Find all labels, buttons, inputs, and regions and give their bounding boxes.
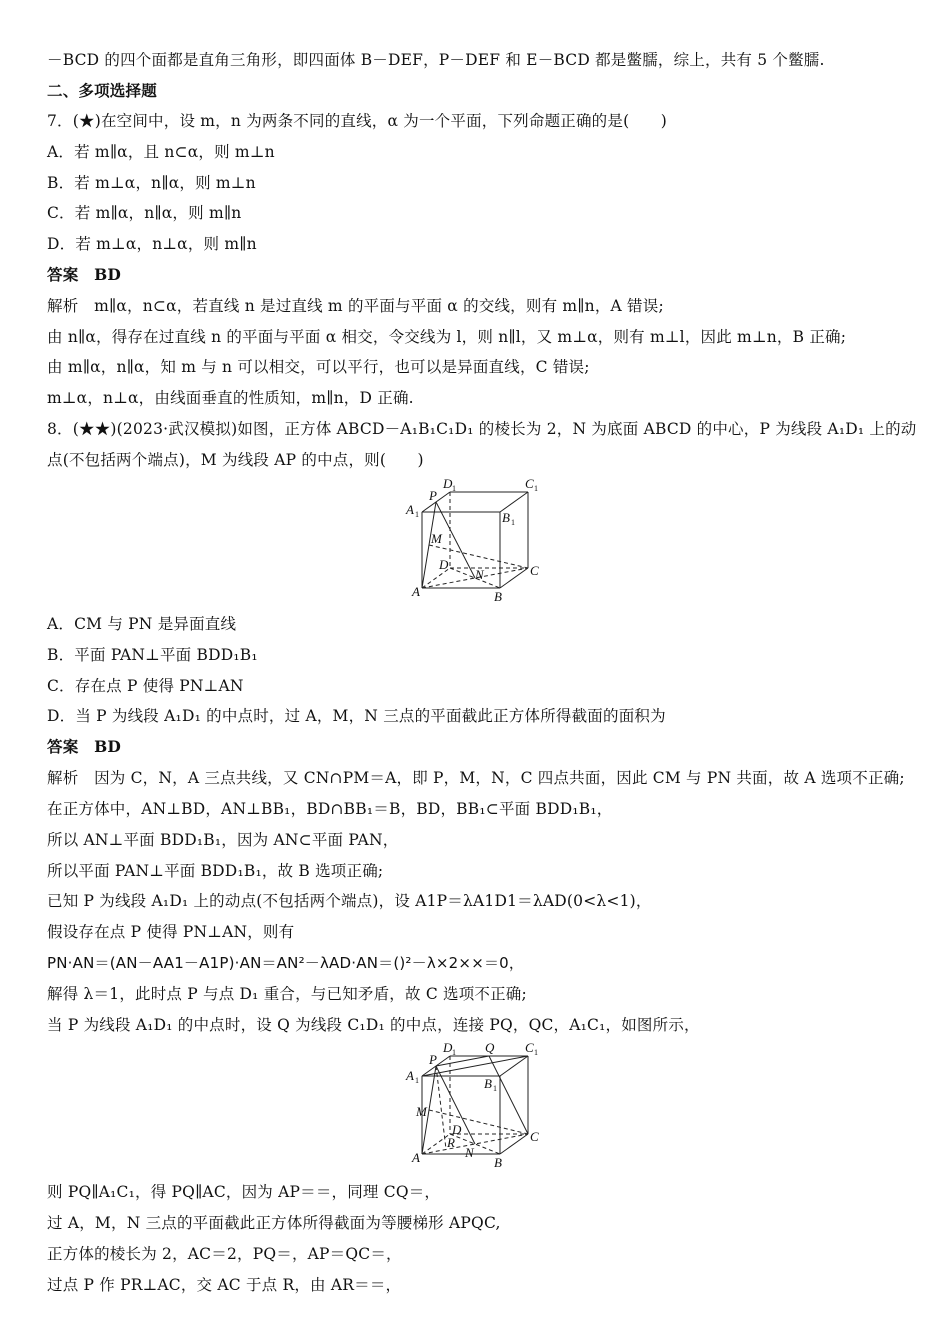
q8-option-a: A．CM 与 PN 是异面直线 [47, 615, 237, 633]
svg-text:1: 1 [493, 1084, 497, 1093]
q7-answer: 答案 BD [47, 265, 122, 284]
label-a: A [412, 584, 420, 599]
q7-analysis-3: 由 m∥α，n∥α，知 m 与 n 可以相交，可以平行，也可以是异面直线，C 错误; [47, 358, 590, 376]
label-a: A [412, 1150, 420, 1165]
svg-text:1: 1 [534, 484, 538, 493]
svg-text:1: 1 [534, 1048, 538, 1057]
label-d1: D [443, 476, 453, 491]
label-c: C [530, 563, 539, 578]
label-n: N [465, 1145, 474, 1160]
label-d: D [439, 557, 449, 572]
q8-analysis-9: 则 PQ∥A₁C₁，得 PQ∥AC，因为 AP＝＝，同理 CQ＝， [47, 1183, 441, 1201]
label-m: M [431, 531, 442, 546]
q8-answer: 答案 BD [47, 737, 122, 756]
section-heading: 二、多项选择题 [47, 81, 157, 100]
q8-analysis-10: 过 A，M，N 三点的平面截此正方体所得截面为等腰梯形 APQC, [47, 1214, 501, 1232]
q8-analysis-vector-eq: PN·AN＝(AN－AA1－A1P)·AN＝AN²－λAD·AN＝()²－λ×2××＝0， [47, 954, 525, 972]
label-b: B [494, 589, 502, 604]
label-b1: B [484, 1076, 492, 1091]
label-p: P [429, 1052, 437, 1067]
label-c1: C [525, 1040, 534, 1055]
label-n: N [475, 567, 484, 582]
q8-analysis-6: 假设存在点 P 使得 PN⊥AN，则有 [47, 923, 295, 941]
label-q: Q [485, 1040, 495, 1055]
label-c: C [530, 1129, 539, 1144]
label-p: P [429, 488, 437, 503]
text-line-1: －BCD 的四个面都是直角三角形，即四面体 B－DEF，P－DEF 和 E－BCD 都是鳖臑，综上，共有 5 个鳖臑. [47, 51, 825, 69]
question-7: 7．(★)在空间中，设 m，n 为两条不同的直线，α 为一个平面，下列命题正确的是( ) [47, 112, 667, 130]
q8-analysis-7: 解得 λ＝1，此时点 P 与点 D₁ 重合，与已知矛盾，故 C 选项不正确; [47, 985, 527, 1003]
question-8-line-2: 点(不包括两个端点)，M 为线段 AP 的中点，则( ) [47, 451, 424, 469]
label-d1: D [443, 1040, 453, 1055]
q7-option-b: B．若 m⊥α，n∥α，则 m⊥n [47, 174, 256, 192]
cube-figure-2 [400, 1040, 550, 1172]
q7-option-a: A．若 m∥α，且 n⊂α，则 m⊥n [47, 143, 275, 161]
q7-analysis-4: m⊥α，n⊥α，由线面垂直的性质知，m∥n，D 正确. [47, 389, 414, 407]
label-b: B [494, 1155, 502, 1170]
q8-analysis-3: 所以 AN⊥平面 BDD₁B₁，因为 AN⊂平面 PAN， [47, 831, 399, 849]
q8-analysis-2: 在正方体中，AN⊥BD，AN⊥BB₁，BD∩BB₁＝B，BD，BB₁⊂平面 BDD₁B₁， [47, 800, 613, 818]
q7-option-c: C．若 m∥α，n∥α，则 m∥n [47, 204, 242, 222]
label-r: R [447, 1135, 455, 1150]
svg-text:1: 1 [415, 1076, 419, 1085]
q8-analysis-1: 解析 因为 C，N，A 三点共线，又 CN∩PM＝A，即 P，M，N，C 四点共面，因此 CM 与 PN 共面，故 A 选项不正确; [47, 769, 905, 787]
q8-analysis-4: 所以平面 PAN⊥平面 BDD₁B₁，故 B 选项正确; [47, 862, 384, 880]
q8-option-c: C．存在点 P 使得 PN⊥AN [47, 677, 244, 695]
label-d: D [452, 1122, 462, 1137]
q7-option-d: D．若 m⊥α，n⊥α，则 m∥n [47, 235, 257, 253]
label-c1: C [525, 476, 534, 491]
svg-text:1: 1 [452, 484, 456, 493]
svg-text:1: 1 [452, 1048, 456, 1057]
svg-text:1: 1 [415, 510, 419, 519]
svg-text:1: 1 [511, 518, 515, 527]
cube-figure-1 [400, 476, 550, 604]
q8-analysis-5: 已知 P 为线段 A₁D₁ 上的动点(不包括两个端点)，设 A1P＝λA1D1＝λAD(0<λ<1)， [47, 892, 652, 910]
question-8-line-1: 8．(★★)(2023·武汉模拟)如图，正方体 ABCD－A₁B₁C₁D₁ 的棱长为 2，N 为底面 ABCD 的中心，P 为线段 A₁D₁ 上的动 [47, 420, 917, 438]
q8-analysis-8: 当 P 为线段 A₁D₁ 的中点时，设 Q 为线段 C₁D₁ 的中点，连接 PQ，QC，A₁C₁，如图所示， [47, 1016, 700, 1034]
q7-analysis-1: 解析 m∥α，n⊂α，若直线 n 是过直线 m 的平面与平面 α 的交线，则有 m∥n，A 错误; [47, 297, 664, 315]
q8-analysis-11: 正方体的棱长为 2，AC＝2，PQ＝，AP＝QC＝， [47, 1245, 402, 1263]
label-b1: B [502, 510, 510, 525]
q8-option-d: D．当 P 为线段 A₁D₁ 的中点时，过 A，M，N 三点的平面截此正方体所得截面的面积为 [47, 707, 666, 725]
label-a1: A [406, 1068, 414, 1083]
q7-analysis-2: 由 n∥α，得存在过直线 n 的平面与平面 α 相交，令交线为 l，则 n∥l，又 m⊥α，则有 m⊥l，因此 m⊥n，B 正确; [47, 328, 847, 346]
q8-analysis-12: 过点 P 作 PR⊥AC，交 AC 于点 R，由 AR＝＝， [47, 1276, 402, 1294]
label-a1: A [406, 502, 414, 517]
q8-option-b: B．平面 PAN⊥平面 BDD₁B₁ [47, 646, 258, 664]
label-m: M [416, 1104, 427, 1119]
